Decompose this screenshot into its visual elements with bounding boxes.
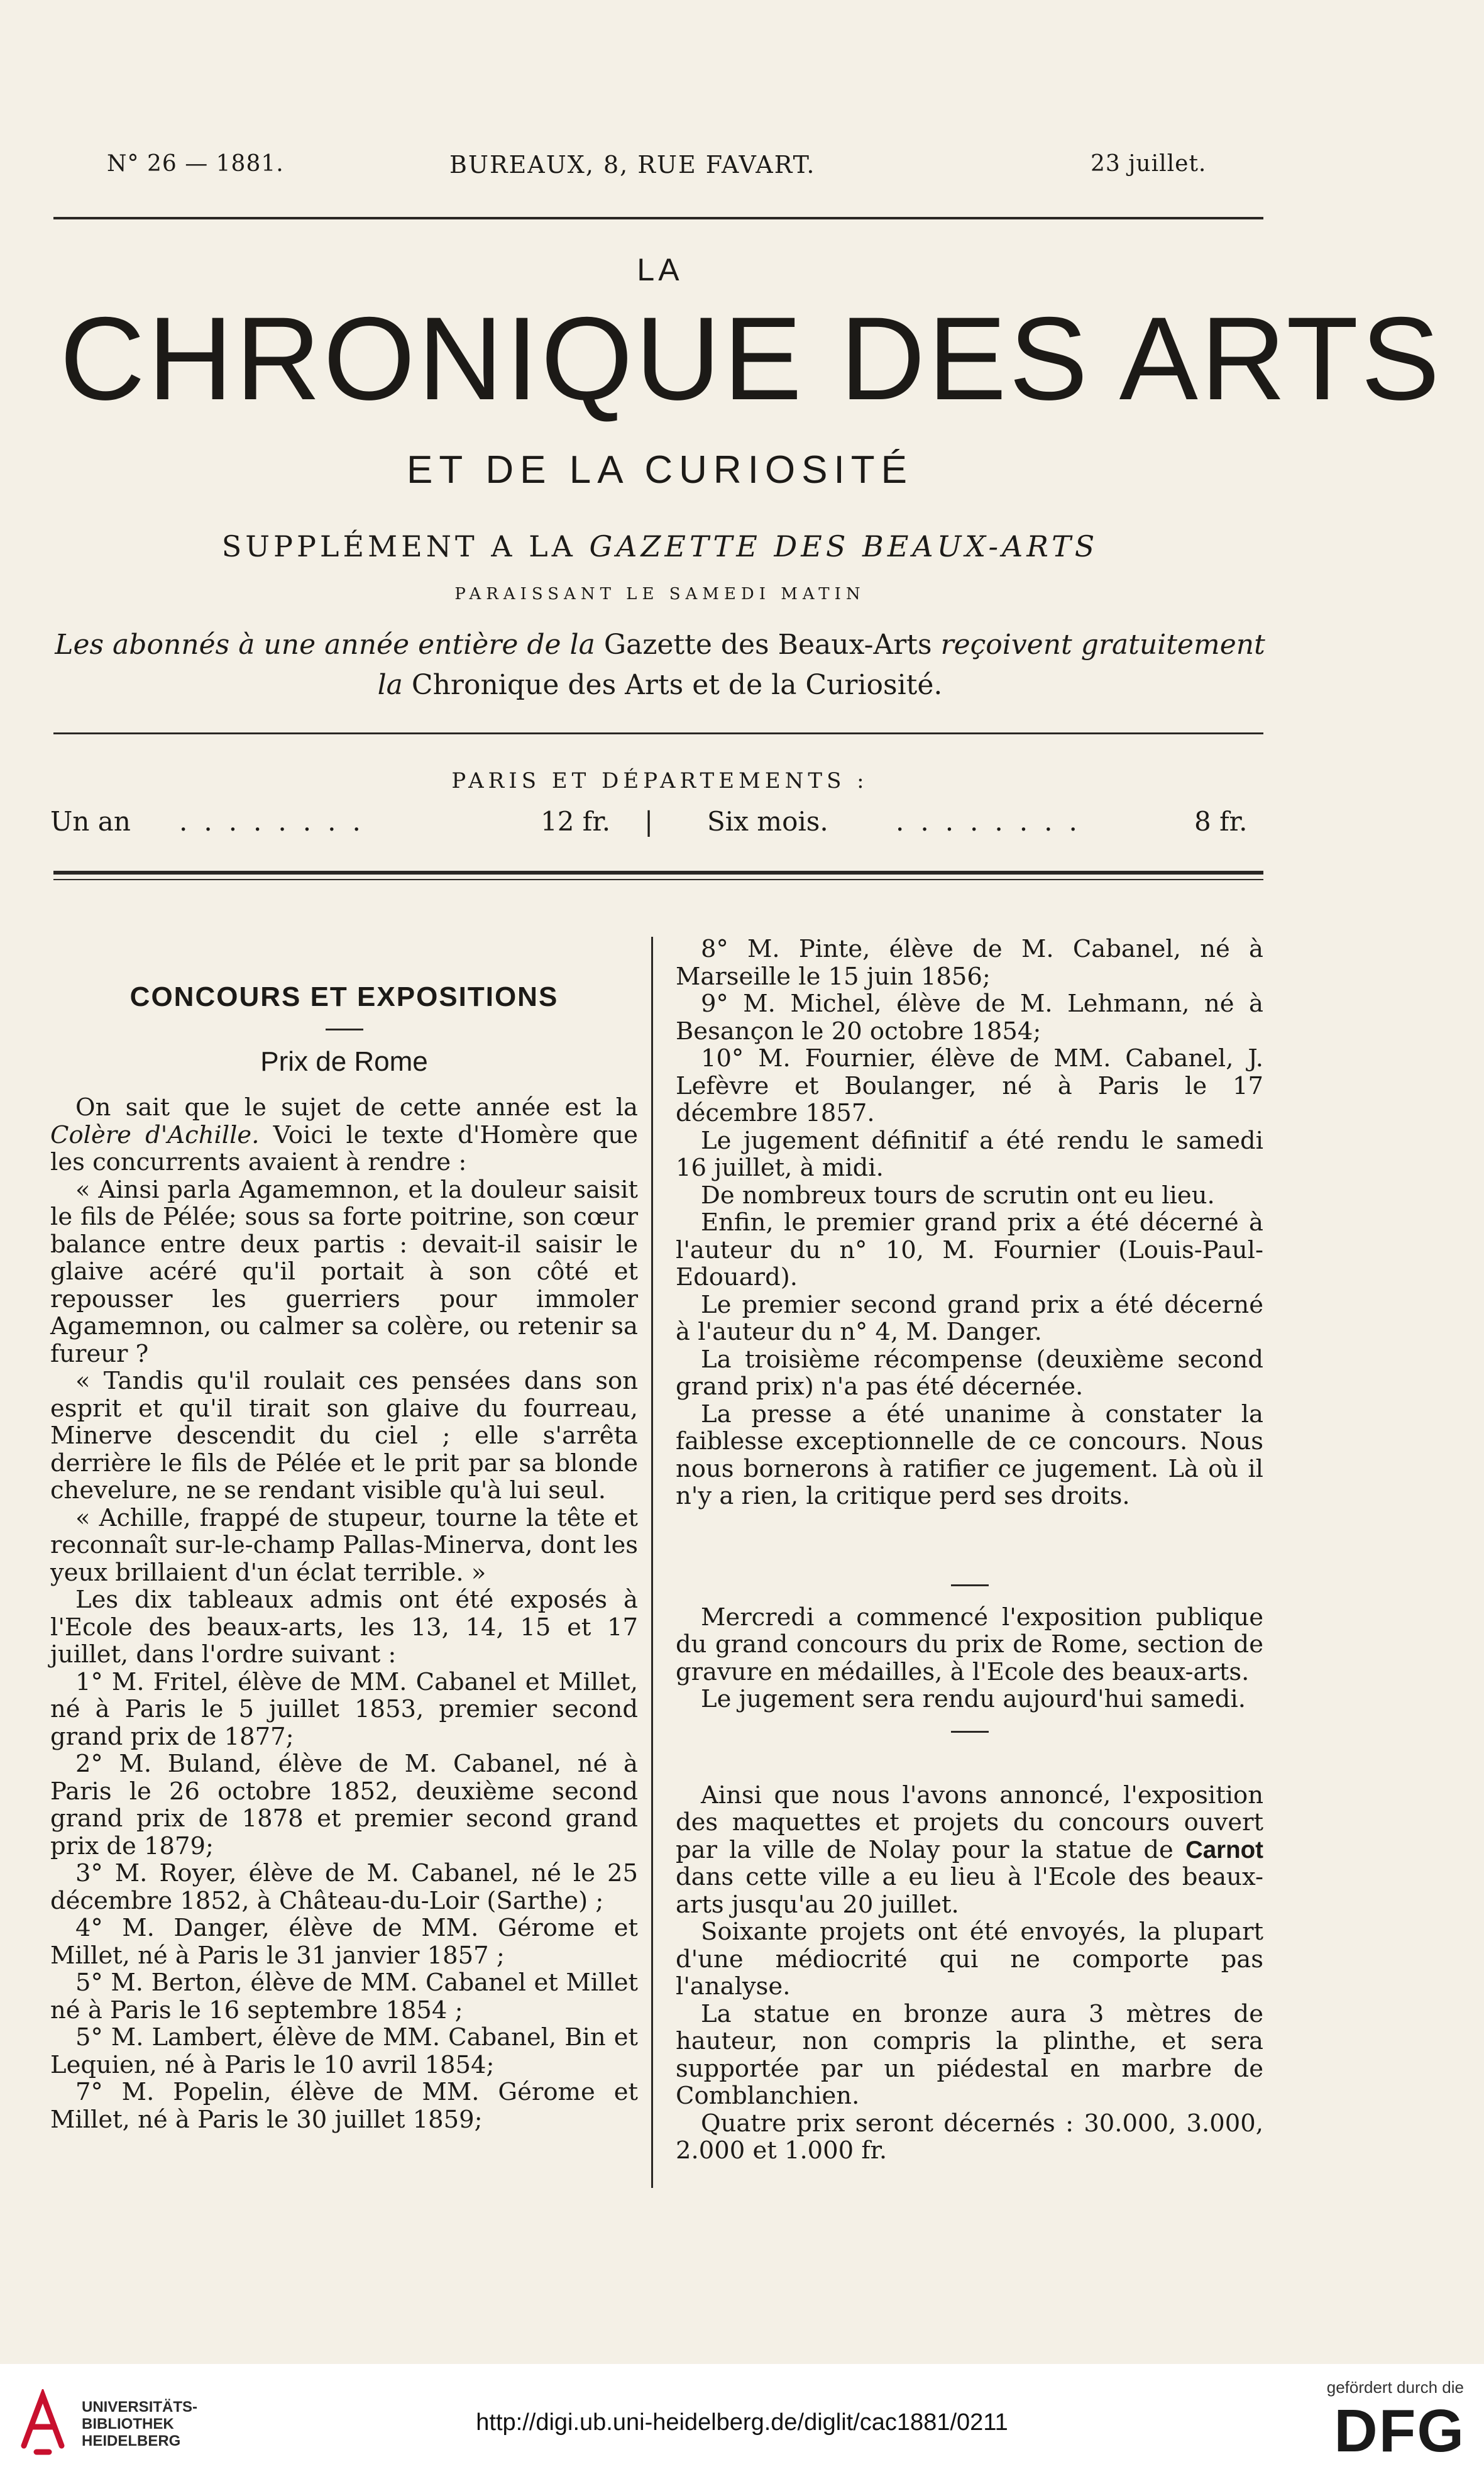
subscriber-note-1c: reçoivent gratuitement bbox=[940, 629, 1265, 661]
article-subtitle: Prix de Rome bbox=[260, 1046, 428, 1077]
library-name: UNIVERSITÄTS- BIBLIOTHEK HEIDELBERG bbox=[82, 2399, 198, 2449]
list-item: 1° M. Fritel, élève de MM. Cabanel et Millet, né à Paris le 5 juillet 1853, premier second grand prix de 1877; bbox=[50, 1667, 638, 1751]
paragraph: Le premier second grand prix a été décerné à l'auteur du n° 4, M. Danger. bbox=[676, 1290, 1263, 1346]
paragraph: Mercredi a commencé l'exposition publique du grand concours du prix de Rome, section de gravure en médailles, à l'Ecole des beaux-arts. bbox=[676, 1603, 1263, 1686]
subscription-prices bbox=[50, 806, 1276, 844]
list-item: 4° M. Danger, élève de MM. Gérome et Millet, né à Paris le 31 janvier 1857 ; bbox=[50, 1914, 638, 1970]
subscriber-note-1a: Les abonnés à une année entière de la bbox=[55, 629, 595, 661]
masthead-article: LA bbox=[637, 252, 683, 287]
paragraph: Soixante projets ont été envoyés, la plupart d'une médiocrité qui ne comporte pas l'analyse. bbox=[676, 1918, 1263, 2001]
subscriber-note-2a: la bbox=[377, 669, 403, 701]
spacer bbox=[676, 1510, 1263, 1567]
subscriber-note-line1 bbox=[0, 629, 1320, 661]
price-separator: | bbox=[644, 806, 654, 837]
list-item: 5° M. Lambert, élève de MM. Cabanel, Bin et Lequien, né à Paris le 10 avril 1854; bbox=[50, 2023, 638, 2079]
subscription-rule-thin bbox=[53, 879, 1263, 880]
paragraph: Les dix tableaux admis ont été exposés à l'Ecole des beaux-arts, les 13, 14, 15 et 17 juillet, dans l'ordre suivant : bbox=[50, 1586, 638, 1669]
masthead-supplement bbox=[0, 529, 1320, 563]
half-year-leader-dots: ........ bbox=[896, 806, 1094, 837]
list-item: 10° M. Fournier, élève de MM. Cabanel, J. Lefèvre et Boulanger, né à Paris le 17 décembre 1857. bbox=[676, 1044, 1263, 1127]
year-leader-dots: ........ bbox=[179, 806, 377, 837]
half-year-price: 8 fr. bbox=[1194, 806, 1248, 837]
list-item: 7° M. Popelin, élève de MM. Gérome et Millet, né à Paris le 30 juillet 1859; bbox=[50, 2078, 638, 2134]
publication-frequency: PARAISSANT LE SAMEDI MATIN bbox=[454, 585, 866, 604]
list-item: 3° M. Royer, élève de M. Cabanel, né le 25 décembre 1852, à Château-du-Loir (Sarthe) ; bbox=[50, 1859, 638, 1915]
masthead-rule bbox=[53, 732, 1263, 734]
paragraph: Le jugement définitif a été rendu le samedi 16 juillet, à midi. bbox=[676, 1126, 1263, 1182]
paragraph: Enfin, le premier grand prix a été décerné à l'auteur du n° 10, M. Fournier (Louis-Paul-Edouard). bbox=[676, 1208, 1263, 1291]
supplement-journal: GAZETTE DES BEAUX-ARTS bbox=[589, 529, 1099, 563]
paragraph: Le jugement sera rendu aujourd'hui samedi. bbox=[701, 1685, 1246, 1713]
year-label: Un an bbox=[50, 806, 131, 837]
paragraph: De nombreux tours de scrutin ont eu lieu. bbox=[701, 1181, 1215, 1210]
left-column bbox=[50, 936, 638, 2133]
funding-note: gefördert durch die bbox=[1326, 2378, 1464, 2397]
paragraph: Ainsi que nous l'avons annoncé, l'exposition des maquettes et projets du concours ouvert par la ville de Nolay pour la statue de Carnot dans cette ville a eu lieu à l'Ecole des beaux-arts jusqu'au 20 juillet. bbox=[676, 1781, 1263, 1919]
list-item: 2° M. Buland, élève de M. Cabanel, né à Paris le 26 octobre 1852, deuxième second grand prix de 1878 et premier second grand prix de 1879; bbox=[50, 1750, 638, 1860]
list-item: 8° M. Pinte, élève de M. Cabanel, né à Marseille le 15 juin 1856; bbox=[676, 935, 1263, 991]
masthead-title: CHRONIQUE DES ARTS bbox=[60, 292, 1443, 424]
paragraph: On sait que le sujet de cette année est la Colère d'Achille. Voici le texte d'Homère que les concurrents avaient à rendre : bbox=[50, 1093, 638, 1176]
digitization-footer bbox=[0, 2364, 1484, 2474]
subscription-heading: PARIS ET DÉPARTEMENTS : bbox=[451, 768, 869, 793]
spacer bbox=[676, 1750, 1263, 1782]
paragraph: Quatre prix seront décernés : 30.000, 3.000, 2.000 et 1.000 fr. bbox=[676, 2109, 1263, 2165]
right-column bbox=[676, 936, 1263, 2165]
dfg-logo-icon: DFG bbox=[1334, 2397, 1465, 2465]
subscriber-note-line2 bbox=[0, 669, 1320, 701]
section-dash bbox=[951, 1731, 989, 1733]
subscriber-note-1b: Gazette des Beaux-Arts bbox=[603, 629, 932, 661]
issue-date: 23 juillet. bbox=[1091, 151, 1207, 177]
section-dash bbox=[951, 1584, 989, 1586]
supplement-prefix: SUPPLÉMENT A LA bbox=[221, 529, 576, 563]
header-rule bbox=[53, 217, 1263, 219]
column-divider bbox=[651, 937, 653, 2188]
list-item: 5° M. Berton, élève de MM. Cabanel et Millet né à Paris le 16 septembre 1854 ; bbox=[50, 1969, 638, 2024]
section-dash bbox=[326, 1029, 363, 1030]
year-price: 12 fr. bbox=[541, 806, 611, 837]
list-item: 9° M. Michel, élève de M. Lehmann, né à Besançon le 20 octobre 1854; bbox=[676, 990, 1263, 1046]
source-url-link[interactable]: http://digi.ub.uni-heidelberg.de/diglit/cac1881/0211 bbox=[476, 2409, 1008, 2436]
office-address: BUREAUX, 8, RUE FAVART. bbox=[449, 151, 816, 179]
paragraph: « Tandis qu'il roulait ces pensées dans son esprit et qu'il tirait son glaive du fourreau, Minerve descendit du ciel ; elle s'arrêta derrière le fils de Pélée et le prit par sa blonde chevelure, ne se rendant visible qu'à lui seul. bbox=[50, 1367, 638, 1505]
paragraph: La presse a été unanime à constater la faiblesse exceptionnelle de ce concours. Nous nous bornerons à ratifier ce jugement. Là où il n'y a rien, la critique perd ses droits. bbox=[676, 1400, 1263, 1510]
paragraph: « Ainsi parla Agamemnon, et la douleur saisit le fils de Pélée; sous sa forte poitrine, son cœur balance entre deux partis : devait-il saisir le glaive acéré qu'il portait à son côté et repousser les guerriers pour immoler Agamemnon, ou calmer sa colère, ou retenir sa fureur ? bbox=[50, 1175, 638, 1368]
paragraph: « Achille, frappé de stupeur, tourne la tête et reconnaît sur-le-champ Pallas-Minerva, dont les yeux brillaient d'un éclat terrible. » bbox=[50, 1503, 638, 1587]
paragraph: La troisième récompense (deuxième second grand prix) n'a pas été décernée. bbox=[676, 1345, 1263, 1401]
subscription-rule bbox=[53, 871, 1263, 875]
issue-number: N° 26 — 1881. bbox=[107, 151, 284, 177]
subscriber-note-2b: Chronique des Arts et de la Curiosité. bbox=[411, 669, 943, 701]
masthead-subtitle: ET DE LA CURIOSITÉ bbox=[407, 448, 913, 492]
paragraph: La statue en bronze aura 3 mètres de hauteur, non compris la plinthe, et sera supportée par un piédestal en marbre de Comblanchien. bbox=[676, 1999, 1263, 2110]
section-title: CONCOURS ET EXPOSITIONS bbox=[129, 981, 559, 1012]
half-year-label: Six mois. bbox=[707, 806, 828, 837]
